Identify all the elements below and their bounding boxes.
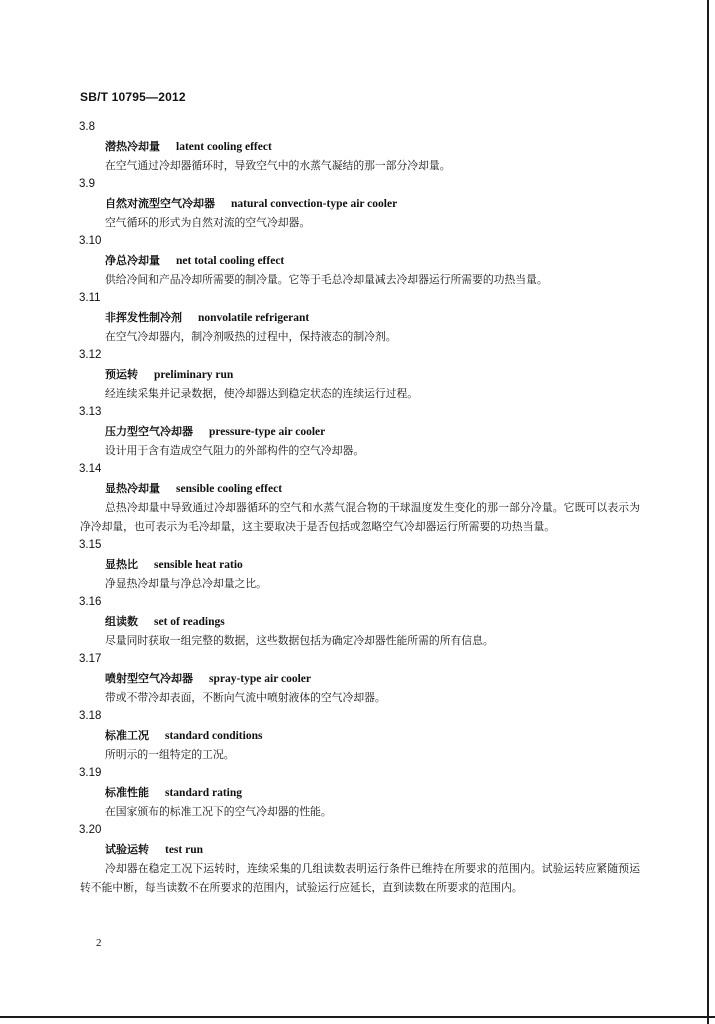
term-english: natural convection-type air cooler xyxy=(231,198,398,210)
term-definition: 空气循环的形式为自然对流的空气冷却器。 xyxy=(105,216,311,229)
term-entry-3-12 xyxy=(80,346,640,403)
term-entry-3-14 xyxy=(80,460,640,536)
term-chinese: 压力型空气冷却器 xyxy=(105,425,193,438)
term-number: 3.16 xyxy=(79,596,102,608)
term-definition: 在空气冷却器内，制冷剂吸热的过程中，保持液态的制冷剂。 xyxy=(105,330,397,343)
term-number: 3.18 xyxy=(79,710,102,722)
term-number: 3.17 xyxy=(79,653,102,665)
term-chinese: 标准工况 xyxy=(105,729,149,742)
term-chinese: 喷射型空气冷却器 xyxy=(105,672,193,685)
term-heading xyxy=(105,308,640,327)
term-heading xyxy=(105,612,640,631)
term-definition: 带或不带冷却表面，不断向气流中喷射液体的空气冷却器。 xyxy=(105,691,386,704)
term-entry-3-9 xyxy=(80,175,640,232)
term-entry-3-19 xyxy=(80,764,640,821)
term-chinese: 非挥发性制冷剂 xyxy=(105,311,182,324)
term-number: 3.9 xyxy=(79,178,95,190)
term-heading xyxy=(105,137,640,156)
term-english: standard conditions xyxy=(165,730,263,742)
term-number: 3.15 xyxy=(79,539,102,551)
term-entry-3-17 xyxy=(80,650,640,707)
term-number: 3.20 xyxy=(79,824,102,836)
term-definition: 总热冷却量中导致通过冷却器循环的空气和水蒸气混合物的干球温度发生变化的那一部分冷量。它既可以表示为净冷却量，也可表示为毛冷却量，这主要取决于是否包括或忽略空气冷却器运行所需要的功热当量。 xyxy=(80,501,640,533)
term-entry-3-11 xyxy=(80,289,640,346)
term-chinese: 潜热冷却量 xyxy=(105,140,160,153)
terms-list xyxy=(80,118,640,897)
term-english: spray-type air cooler xyxy=(209,673,311,685)
term-heading xyxy=(105,726,640,745)
term-chinese: 试验运转 xyxy=(105,843,149,856)
term-heading xyxy=(105,194,640,213)
term-entry-3-15 xyxy=(80,536,640,593)
term-entry-3-8 xyxy=(80,118,640,175)
term-number: 3.19 xyxy=(79,767,102,779)
term-heading xyxy=(105,251,640,270)
term-chinese: 显热冷却量 xyxy=(105,482,160,495)
term-heading xyxy=(105,783,640,802)
term-definition: 在国家颁布的标准工况下的空气冷却器的性能。 xyxy=(105,805,332,818)
document-code: SB/T 10795—2012 xyxy=(80,90,186,104)
term-chinese: 标准性能 xyxy=(105,786,149,799)
page-border-right xyxy=(707,0,709,1024)
term-definition: 冷却器在稳定工况下运转时，连续采集的几组读数表明运行条件已维持在所要求的范围内。试验运转应紧随预运转不能中断，每当读数不在所要求的范围内，试验运行应延长，直到读数在所要求的范围内。 xyxy=(80,862,640,894)
term-english: latent cooling effect xyxy=(176,141,272,153)
term-heading xyxy=(105,422,640,441)
term-heading xyxy=(105,555,640,574)
term-heading xyxy=(105,669,640,688)
term-english: test run xyxy=(165,844,204,856)
page-number: 2 xyxy=(96,937,102,949)
term-chinese: 净总冷却量 xyxy=(105,254,160,267)
term-english: standard rating xyxy=(165,787,242,799)
term-definition: 在空气通过冷却器循环时，导致空气中的水蒸气凝结的那一部分冷却量。 xyxy=(105,159,451,172)
term-english: nonvolatile refrigerant xyxy=(198,312,310,324)
term-number: 3.12 xyxy=(79,349,102,361)
term-chinese: 预运转 xyxy=(105,368,138,381)
term-number: 3.8 xyxy=(79,121,95,133)
term-english: sensible heat ratio xyxy=(154,559,243,571)
term-definition: 设计用于含有造成空气阻力的外部构件的空气冷却器。 xyxy=(105,444,365,457)
page-border-bottom xyxy=(0,1016,715,1018)
term-number: 3.10 xyxy=(79,235,102,247)
term-chinese: 显热比 xyxy=(105,558,138,571)
term-chinese: 组读数 xyxy=(105,615,138,628)
term-definition: 所明示的一组特定的工况。 xyxy=(105,748,235,761)
term-definition: 经连续采集并记录数据，使冷却器达到稳定状态的连续运行过程。 xyxy=(105,387,419,400)
term-english: sensible cooling effect xyxy=(176,483,283,495)
term-definition: 供给冷间和产品冷却所需要的制冷量。它等于毛总冷却量减去冷却器运行所需要的功热当量。 xyxy=(105,273,548,286)
term-definition: 净显热冷却量与净总冷却量之比。 xyxy=(105,577,267,590)
term-heading xyxy=(105,840,640,859)
term-number: 3.11 xyxy=(79,292,101,304)
term-entry-3-18 xyxy=(80,707,640,764)
term-heading xyxy=(105,479,640,498)
term-number: 3.13 xyxy=(79,406,102,418)
term-chinese: 自然对流型空气冷却器 xyxy=(105,197,215,210)
term-english: net total cooling effect xyxy=(176,255,285,267)
term-english: preliminary run xyxy=(154,369,234,381)
term-english: set of readings xyxy=(154,616,225,628)
term-definition: 尽量同时获取一组完整的数据，这些数据包括为确定冷却器性能所需的所有信息。 xyxy=(105,634,494,647)
term-entry-3-20 xyxy=(80,821,640,897)
term-english: pressure-type air cooler xyxy=(209,426,326,438)
term-number: 3.14 xyxy=(79,463,102,475)
term-entry-3-10 xyxy=(80,232,640,289)
term-heading xyxy=(105,365,640,384)
term-entry-3-16 xyxy=(80,593,640,650)
term-entry-3-13 xyxy=(80,403,640,460)
